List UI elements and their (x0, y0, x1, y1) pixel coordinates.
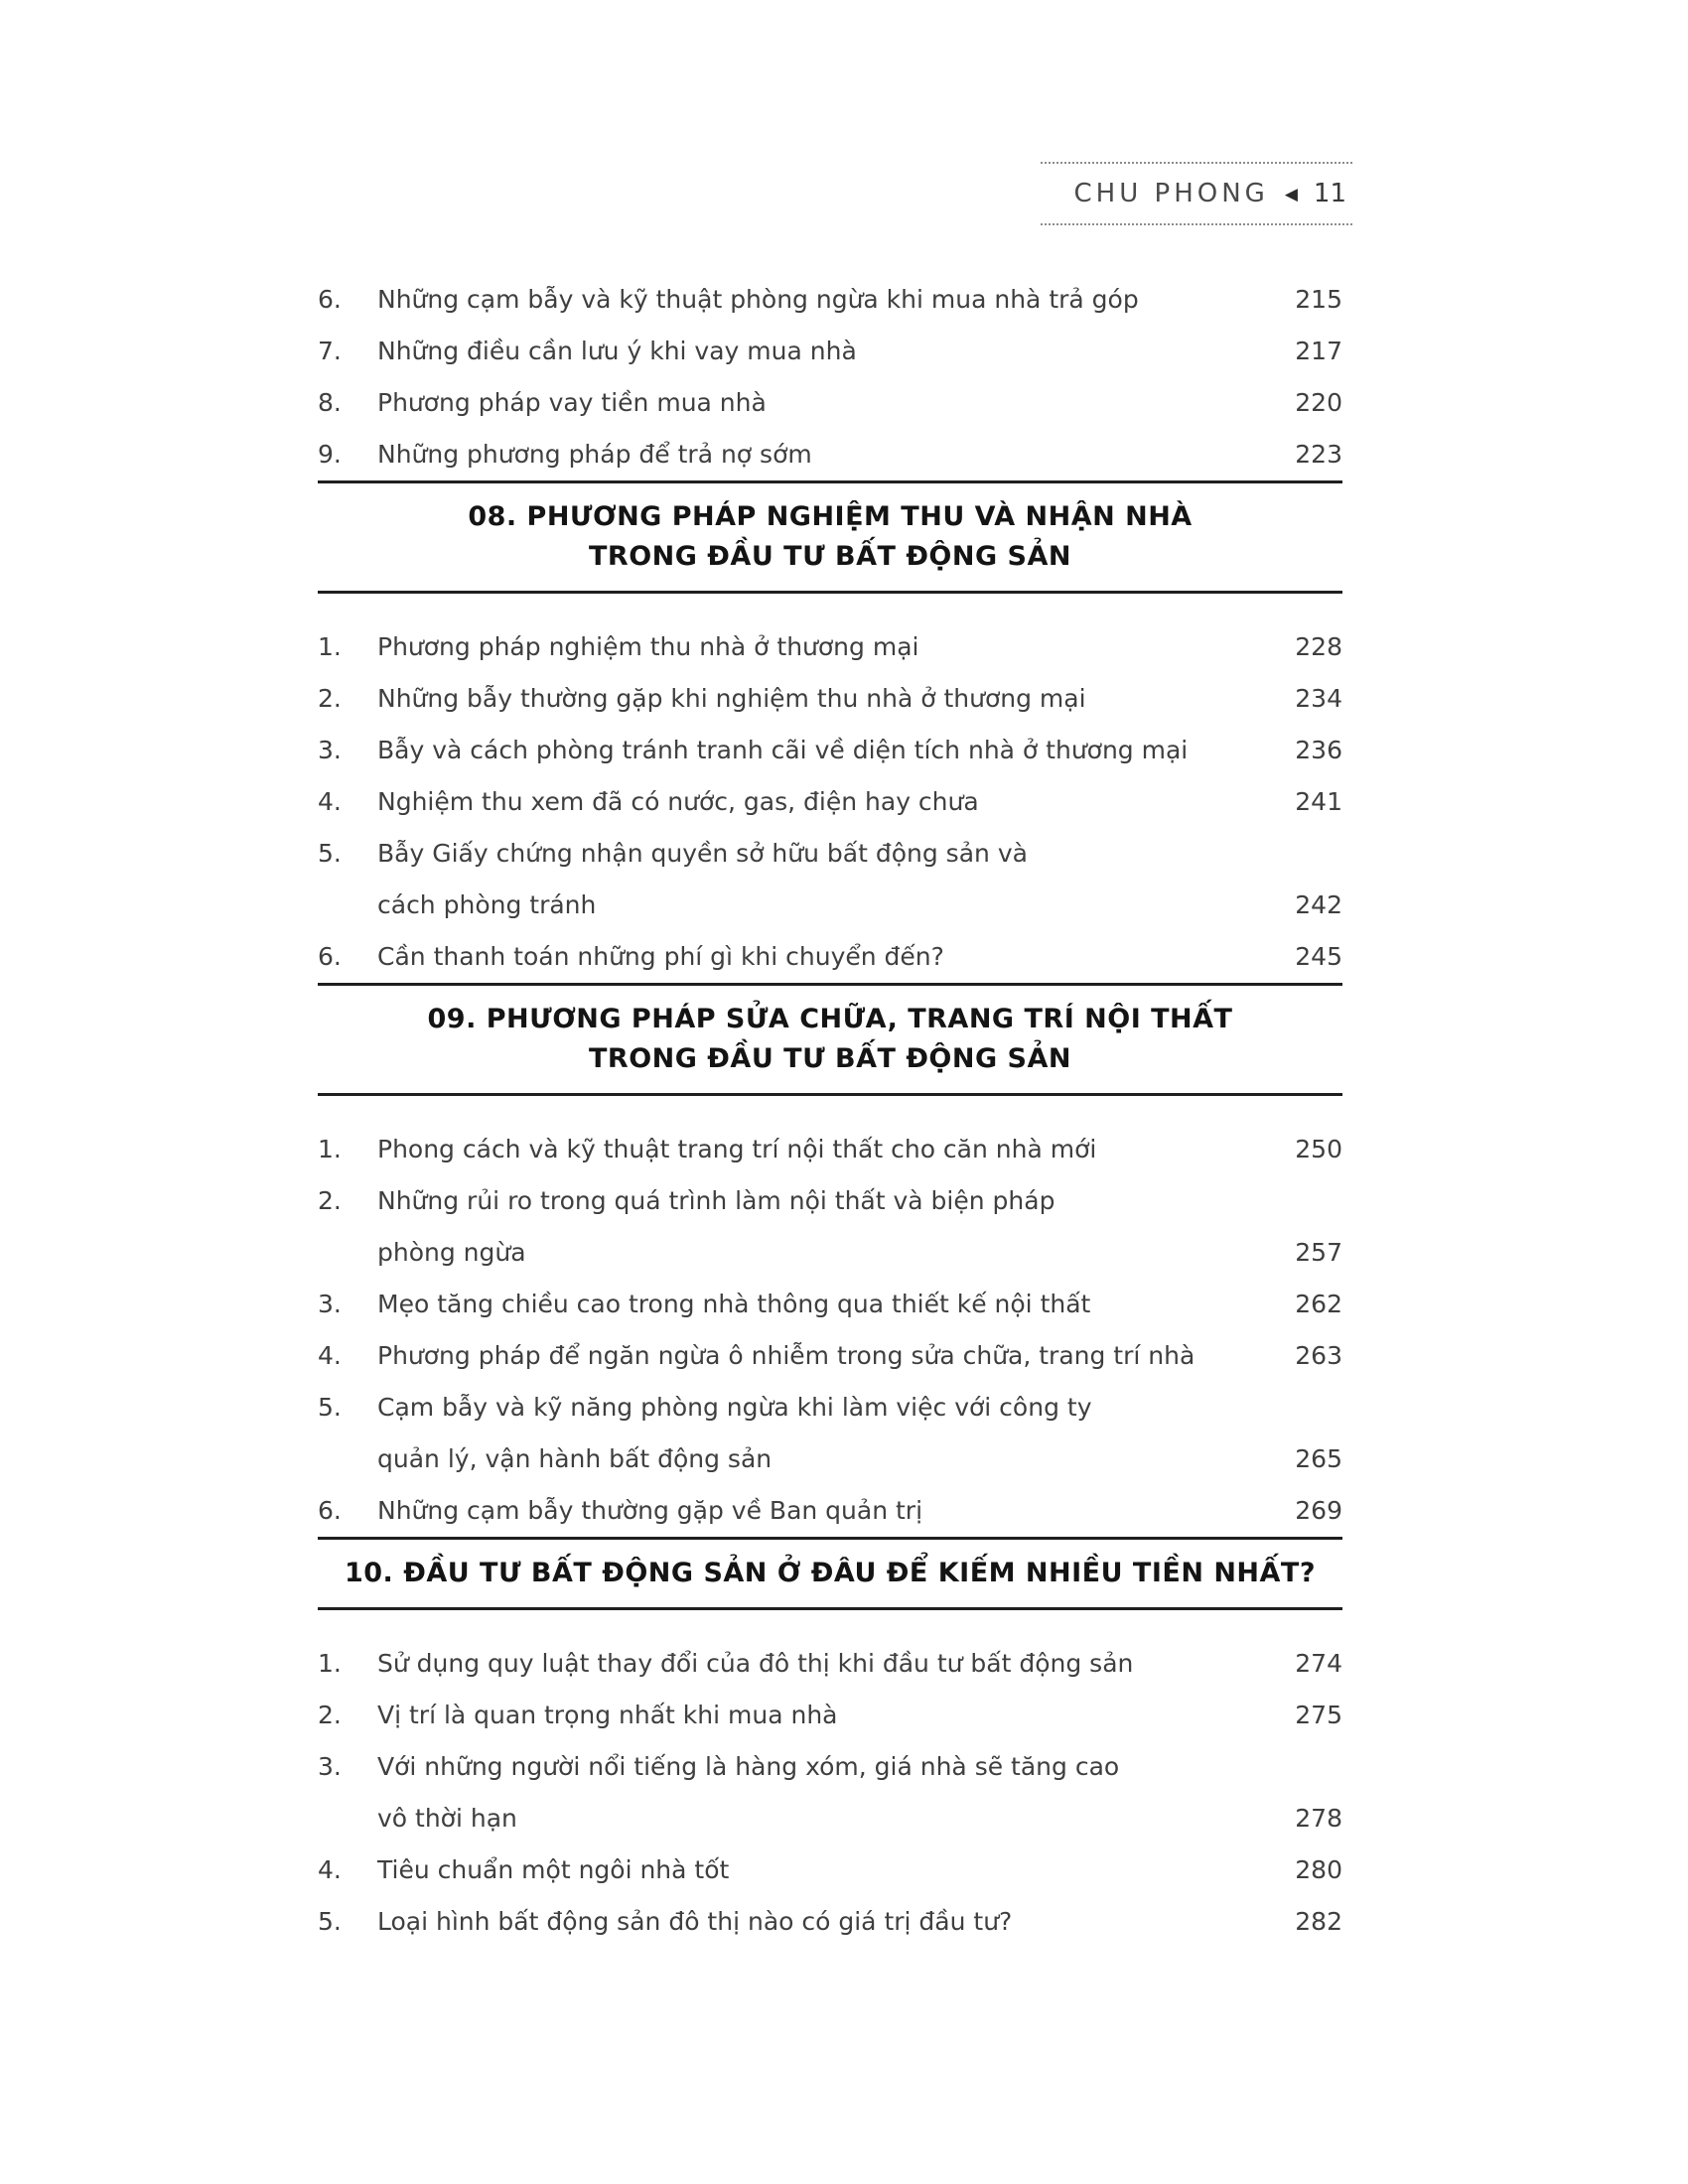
item-page: 269 (1295, 1496, 1342, 1525)
item-page: 265 (1295, 1444, 1342, 1473)
item-text (377, 1485, 1271, 1537)
item-text-line: cách phòng tránh (377, 890, 597, 919)
item-text-line: Phương pháp để ngăn ngừa ô nhiễm trong sửa chữa, trang trí nhà (377, 1341, 1196, 1370)
toc-item (318, 725, 1342, 776)
toc-item (318, 377, 1342, 429)
item-text (377, 1382, 1271, 1485)
item-text-line: Bẫy Giấy chứng nhận quyền sở hữu bất động sản và (377, 839, 1028, 868)
item-text (377, 1638, 1271, 1690)
item-text-line: Loại hình bất động sản đô thị nào có giá trị đầu tư? (377, 1907, 1013, 1936)
section-items (318, 1638, 1342, 1948)
toc-item (318, 1382, 1342, 1485)
toc-item (318, 1844, 1342, 1896)
item-page: 245 (1295, 942, 1342, 971)
item-text (377, 1690, 1271, 1741)
item-text-line: Cạm bẫy và kỹ năng phòng ngừa khi làm việc với công ty (377, 1393, 1092, 1422)
item-text-line: Những cạm bẫy và kỹ thuật phòng ngừa khi mua nhà trả góp (377, 285, 1139, 314)
section-header (318, 480, 1342, 594)
item-text-line: Sử dụng quy luật thay đổi của đô thị khi đầu tư bất động sản (377, 1649, 1134, 1678)
item-text-line: Nghiệm thu xem đã có nước, gas, điện hay chưa (377, 787, 979, 816)
toc-section (318, 1537, 1342, 1948)
item-page: 241 (1295, 787, 1342, 816)
item-number: 1. (318, 632, 342, 661)
item-number: 3. (318, 1752, 342, 1781)
item-page: 278 (1295, 1804, 1342, 1833)
section-items (318, 1124, 1342, 1537)
toc-sections (318, 0, 1342, 1948)
toc-item (318, 776, 1342, 828)
item-text (377, 429, 1271, 480)
item-text-line: phòng ngừa (377, 1238, 526, 1267)
item-text (377, 1330, 1271, 1382)
toc-item (318, 931, 1342, 983)
section-title-line: 10. ĐẦU TƯ BẤT ĐỘNG SẢN Ở ĐÂU ĐỂ KIẾM NHIỀU TIỀN NHẤT? (344, 1558, 1317, 1588)
section-items (318, 621, 1342, 983)
item-text (377, 776, 1271, 828)
item-page: 257 (1295, 1238, 1342, 1267)
item-text-line: Những bẫy thường gặp khi nghiệm thu nhà ở thương mại (377, 684, 1086, 713)
item-page: 228 (1295, 632, 1342, 661)
item-page: 217 (1295, 337, 1342, 365)
toc-section (318, 274, 1342, 480)
item-number: 6. (318, 285, 342, 314)
item-number: 5. (318, 1907, 342, 1936)
item-number: 6. (318, 942, 342, 971)
item-text-line: Những rủi ro trong quá trình làm nội thất và biện pháp (377, 1186, 1055, 1215)
toc-item (318, 1690, 1342, 1741)
left-arrow-icon: ◀ (1284, 184, 1298, 205)
section-title-line: 09. PHƯƠNG PHÁP SỬA CHỮA, TRANG TRÍ NỘI THẤT (427, 1004, 1233, 1034)
item-text-line: Vị trí là quan trọng nhất khi mua nhà (377, 1701, 838, 1729)
item-number: 7. (318, 337, 342, 365)
toc-item (318, 1175, 1342, 1279)
toc-item (318, 1896, 1342, 1948)
item-text (377, 673, 1271, 725)
item-number: 2. (318, 684, 342, 713)
toc-item (318, 1330, 1342, 1382)
item-number: 4. (318, 1341, 342, 1370)
item-text-line: vô thời hạn (377, 1804, 517, 1833)
toc-item (318, 1124, 1342, 1175)
item-page: 250 (1295, 1135, 1342, 1163)
item-text (377, 725, 1271, 776)
item-number: 4. (318, 1855, 342, 1884)
item-text (377, 1279, 1271, 1330)
toc-item (318, 1638, 1342, 1690)
item-page: 275 (1295, 1701, 1342, 1729)
item-text-line: Phương pháp nghiệm thu nhà ở thương mại (377, 632, 919, 661)
item-page: 274 (1295, 1649, 1342, 1678)
toc-item (318, 274, 1342, 326)
item-text (377, 1124, 1271, 1175)
item-number: 1. (318, 1135, 342, 1163)
section-title-line: TRONG ĐẦU TƯ BẤT ĐỘNG SẢN (588, 541, 1071, 572)
item-page: 236 (1295, 736, 1342, 764)
item-page: 280 (1295, 1855, 1342, 1884)
item-text (377, 1175, 1271, 1279)
item-text-line: Với những người nổi tiếng là hàng xóm, giá nhà sẽ tăng cao (377, 1752, 1120, 1781)
toc-section (318, 480, 1342, 983)
item-text (377, 274, 1271, 326)
item-number: 9. (318, 440, 342, 469)
item-text-line: Bẫy và cách phòng tránh tranh cãi về diện tích nhà ở thương mại (377, 736, 1189, 764)
section-title-line: TRONG ĐẦU TƯ BẤT ĐỘNG SẢN (588, 1043, 1071, 1074)
item-text (377, 1896, 1271, 1948)
item-text-line: Tiêu chuẩn một ngôi nhà tốt (377, 1855, 730, 1884)
section-items (318, 274, 1342, 480)
item-text (377, 1844, 1271, 1896)
section-header (318, 1537, 1342, 1610)
item-text-line: Những phương pháp để trả nợ sớm (377, 440, 812, 469)
item-number: 3. (318, 1290, 342, 1318)
toc-item (318, 1485, 1342, 1537)
item-page: 282 (1295, 1907, 1342, 1936)
item-page: 234 (1295, 684, 1342, 713)
item-text (377, 326, 1271, 377)
item-number: 3. (318, 736, 342, 764)
item-page: 215 (1295, 285, 1342, 314)
item-number: 2. (318, 1186, 342, 1215)
author-name: CHU PHONG (1073, 179, 1269, 208)
toc-item (318, 828, 1342, 931)
item-text-line: Mẹo tăng chiều cao trong nhà thông qua thiết kế nội thất (377, 1290, 1091, 1318)
item-page: 220 (1295, 388, 1342, 417)
item-text (377, 1741, 1271, 1844)
toc-item (318, 1279, 1342, 1330)
toc-item (318, 673, 1342, 725)
item-number: 2. (318, 1701, 342, 1729)
item-number: 1. (318, 1649, 342, 1678)
item-text-line: quản lý, vận hành bất động sản (377, 1444, 773, 1473)
toc-item (318, 429, 1342, 480)
item-text-line: Cần thanh toán những phí gì khi chuyển đến? (377, 942, 944, 971)
item-number: 5. (318, 1393, 342, 1422)
toc-item (318, 326, 1342, 377)
item-text-line: Phương pháp vay tiền mua nhà (377, 388, 767, 417)
item-text (377, 377, 1271, 429)
item-number: 6. (318, 1496, 342, 1525)
item-page: 262 (1295, 1290, 1342, 1318)
item-text (377, 621, 1271, 673)
item-page: 223 (1295, 440, 1342, 469)
section-title-line: 08. PHƯƠNG PHÁP NGHIỆM THU VÀ NHẬN NHÀ (468, 501, 1193, 532)
section-header (318, 983, 1342, 1096)
item-text-line: Những điều cần lưu ý khi vay mua nhà (377, 337, 857, 365)
item-text (377, 828, 1271, 931)
item-text-line: Những cạm bẫy thường gặp về Ban quản trị (377, 1496, 923, 1525)
item-page: 242 (1295, 890, 1342, 919)
item-page: 263 (1295, 1341, 1342, 1370)
item-text-line: Phong cách và kỹ thuật trang trí nội thất cho căn nhà mới (377, 1135, 1097, 1163)
page-number: 11 (1313, 179, 1346, 208)
toc-item (318, 1741, 1342, 1844)
item-number: 4. (318, 787, 342, 816)
item-number: 5. (318, 839, 342, 868)
toc-section (318, 983, 1342, 1537)
toc-item (318, 621, 1342, 673)
item-number: 8. (318, 388, 342, 417)
item-text (377, 931, 1271, 983)
